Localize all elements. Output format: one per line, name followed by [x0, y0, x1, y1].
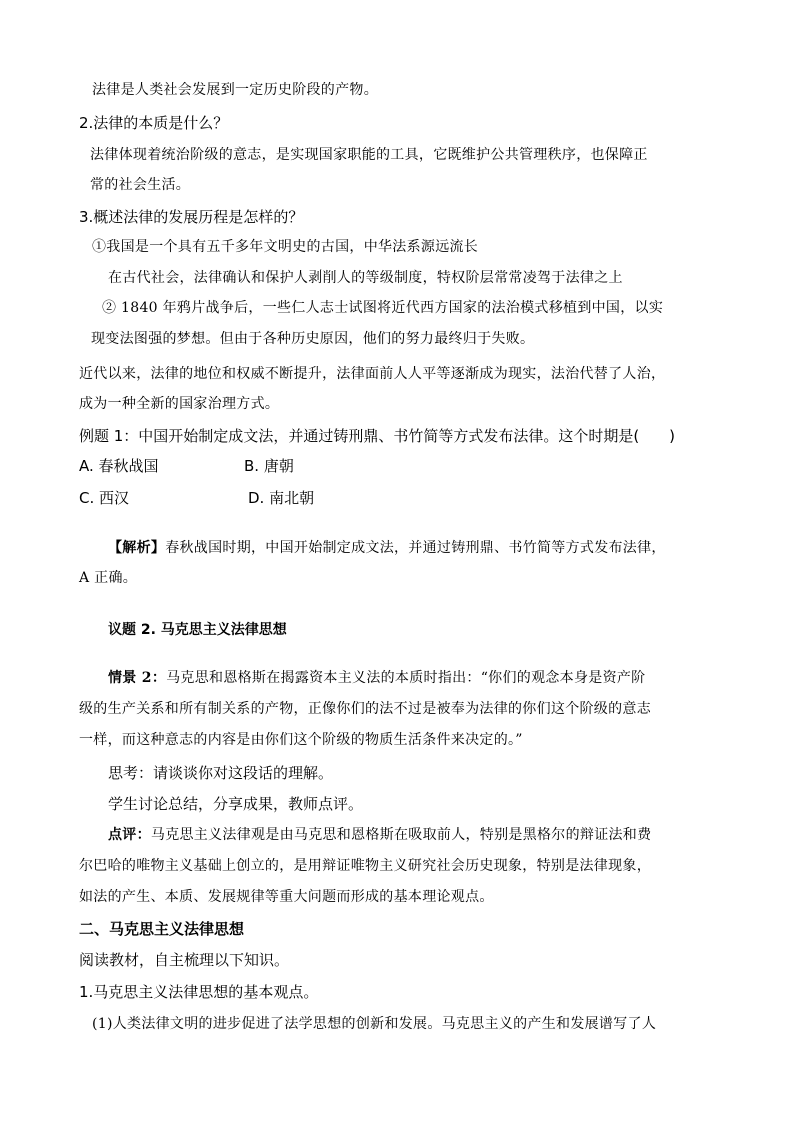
example1-option-d: D. 南北朝 [248, 489, 315, 507]
q2-question: 2.法律的本质是什么？ [79, 114, 229, 132]
q2-answer-line2: 常的社会生活。 [90, 177, 191, 193]
topic2-comment-line1 [108, 825, 651, 845]
analysis-text: 春秋战国时期，中国开始制定成文法，并通过铸刑鼎、书竹简等方式发布法律， [165, 540, 666, 556]
q1-answer: 法律是人类社会发展到一定历史阶段的产物。 [92, 82, 378, 98]
comment-label: 点评： [108, 827, 151, 843]
topic2-comment-line3: 如法的产生、本质、发展规律等重大问题而形成的基本理论观点。 [79, 889, 494, 905]
example1-analysis [108, 538, 666, 558]
analysis-label: 【解析】 [108, 540, 166, 556]
section2-item1-sub1: (1)人类法律文明的进步促进了法学思想的创新和发展。马克思主义的产生和发展谱写了人 [92, 1016, 657, 1032]
scenario-text: 马克思和恩格斯在揭露资本主义法的本质时指出：“你们的观念本身是资产阶 [166, 670, 646, 686]
example1-option-b: B. 唐朝 [244, 457, 294, 475]
q3-point2-line1: ② 1840 年鸦片战争后，一些仁人志士试图将近代西方国家的法治模式移植到中国，以实 [102, 300, 664, 316]
topic2-think: 思考：请谈谈你对这段话的理解。 [108, 764, 334, 782]
section2-item1: 1.马克思主义法律思想的基本观点。 [79, 983, 319, 1001]
q2-answer-line1: 法律体现着统治阶级的意志，是实现国家职能的工具，它既维护公共管理秩序，也保障正 [90, 147, 648, 163]
q3-point1-title: ①我国是一个具有五千多年文明史的古国，中华法系源远流长 [92, 239, 479, 255]
topic2-scenario-line1 [108, 668, 645, 688]
topic2-discussion: 学生讨论总结，分享成果，教师点评。 [108, 795, 364, 813]
topic2-scenario-line3: 一样，而这种意志的内容是由你们这个阶级的物质生活条件来决定的。” [79, 732, 523, 748]
topic2-title: 议题 2. 马克思主义法律思想 [108, 622, 287, 638]
example1-option-a: A. 春秋战国 [79, 457, 159, 475]
q3-question: 3.概述法律的发展历程是怎样的？ [79, 208, 304, 226]
example1-analysis-line2: A 正确。 [79, 570, 138, 586]
section2-heading: 二、马克思主义法律思想 [79, 920, 245, 938]
q3-modern-line2: 成为一种全新的国家治理方式。 [79, 396, 280, 412]
q3-point1-body: 在古代社会，法律确认和保护人剥削人的等级制度，特权阶层常常凌驾于法律之上 [108, 270, 623, 286]
scenario-label: 情景 2： [108, 670, 167, 686]
topic2-scenario-line2: 级的生产关系和所有制关系的产物，正像你们的法不过是被奉为法律的你们这个阶级的意志 [79, 701, 651, 717]
topic2-comment-line2: 尔巴哈的唯物主义基础上创立的，是用辩证唯物主义研究社会历史现象，特别是法律现象， [79, 858, 651, 874]
example1-question: 例题 1：中国开始制定成文法，并通过铸刑鼎、书竹简等方式发布法律。这个时期是( ) [79, 427, 676, 445]
example1-option-c: C. 西汉 [79, 489, 130, 507]
section2-instruction: 阅读教材，自主梳理以下知识。 [79, 951, 290, 969]
q3-modern-line1: 近代以来，法律的地位和权威不断提升，法律面前人人平等逐渐成为现实，法治代替了人治， [79, 366, 666, 382]
comment-text: 马克思主义法律观是由马克思和恩格斯在吸取前人，特别是黑格尔的辩证法和费 [150, 827, 652, 843]
q3-point2-line2: 现变法图强的梦想。但由于各种历史原因，他们的努力最终归于失败。 [91, 331, 535, 347]
